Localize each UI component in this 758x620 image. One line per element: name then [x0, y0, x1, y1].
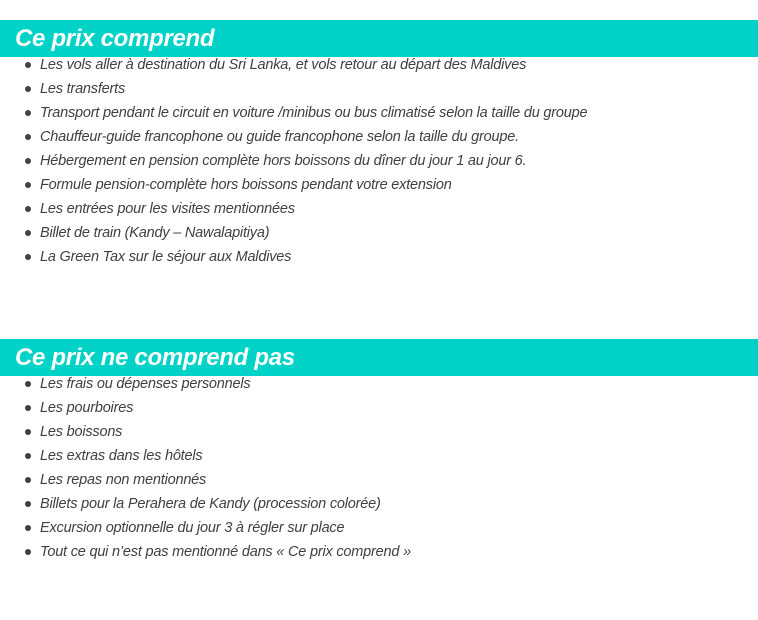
bullet-icon — [25, 381, 31, 387]
list-item: Tout ce qui n’est pas mentionné dans « Ce prix comprend » — [0, 540, 411, 564]
list-item: Les vols aller à destination du Sri Lanka, et vols retour au départ des Maldives — [0, 53, 587, 77]
bullet-icon — [25, 182, 31, 188]
bullet-icon — [25, 525, 31, 531]
list-item: Les frais ou dépenses personnels — [0, 372, 411, 396]
excluded-section-title: Ce prix ne comprend pas — [0, 339, 758, 376]
list-item: Transport pendant le circuit en voiture /minibus ou bus climatisé selon la taille du groupe — [0, 101, 587, 125]
bullet-icon — [25, 549, 31, 555]
list-item: Billet de train (Kandy – Nawalapitiya) — [0, 221, 587, 245]
list-item: Les entrées pour les visites mentionnées — [0, 197, 587, 221]
bullet-icon — [25, 206, 31, 212]
list-item: Chauffeur-guide francophone ou guide francophone selon la taille du groupe. — [0, 125, 587, 149]
bullet-icon — [25, 453, 31, 459]
bullet-icon — [25, 86, 31, 92]
bullet-icon — [25, 110, 31, 116]
bullet-icon — [25, 477, 31, 483]
bullet-icon — [25, 429, 31, 435]
list-item: Hébergement en pension complète hors boissons du dîner du jour 1 au jour 6. — [0, 149, 587, 173]
list-item: Formule pension-complète hors boissons pendant votre extension — [0, 173, 587, 197]
list-item: Les pourboires — [0, 396, 411, 420]
list-item: La Green Tax sur le séjour aux Maldives — [0, 245, 587, 269]
bullet-icon — [25, 134, 31, 140]
list-item: Billets pour la Perahera de Kandy (procession colorée) — [0, 492, 411, 516]
list-item: Les transferts — [0, 77, 587, 101]
excluded-list — [0, 372, 411, 564]
bullet-icon — [25, 158, 31, 164]
bullet-icon — [25, 62, 31, 68]
list-item: Les boissons — [0, 420, 411, 444]
list-item: Les repas non mentionnés — [0, 468, 411, 492]
bullet-icon — [25, 501, 31, 507]
bullet-icon — [25, 254, 31, 260]
list-item: Excursion optionnelle du jour 3 à régler sur place — [0, 516, 411, 540]
bullet-icon — [25, 405, 31, 411]
included-section-title: Ce prix comprend — [0, 20, 758, 57]
list-item: Les extras dans les hôtels — [0, 444, 411, 468]
bullet-icon — [25, 230, 31, 236]
included-list — [0, 53, 587, 269]
